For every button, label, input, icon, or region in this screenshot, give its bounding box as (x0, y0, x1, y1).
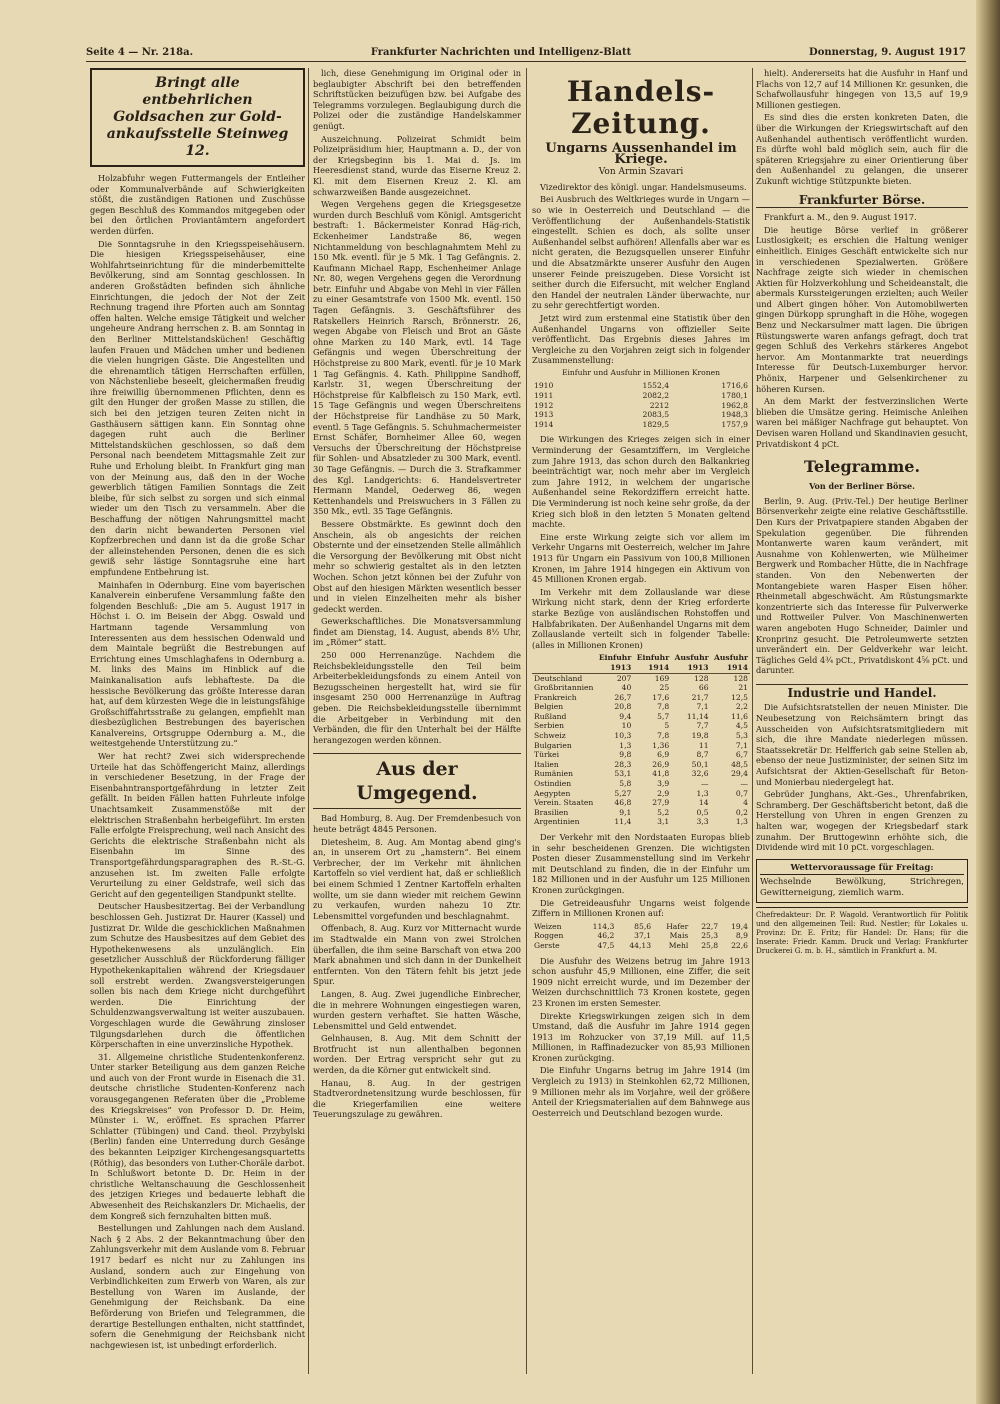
table-cell: 25 (659, 683, 670, 693)
table-cell: Weizen (534, 921, 562, 931)
table-cell: 22,7 (701, 921, 719, 931)
table-cell: 1780,1 (721, 391, 748, 401)
table-cell: Verein. Staaten (534, 798, 594, 808)
table-row (532, 702, 750, 712)
table-cell: Frankreich (534, 692, 577, 702)
article-paragraph: lich, diese Genehmigung im Original oder in beglaubigter Abschrift bei den betreffenden Schriftstücken beizufügen bzw. bei Aufgabe des Telegramms vorzulegen. Beglaubigung durch die Polizei oder die zuständige Handelskammer genügt. (313, 68, 521, 131)
imprint: Chefredakteur: Dr. P. Wagold. Verantwortlich für Politik und den allgemeinen Teil: Rud. Nestler; für Lokales u. Provinz: Dr. E. Fritz; für Handel: Dr. Hans; für die Inserate: Friedr. Kamm. Druck und Verlag: Frankfurter Druckerei G. m. b. H., sämtlich in Frankfurt a. M. (756, 907, 968, 955)
table-cell: 2212 (649, 400, 670, 410)
article-paragraph: Dietesheim, 8. Aug. Am Montag abend ging's an, in unserem Ort zu „hamstern“. Bei einem Verbrecher, der im Verkehr mit ähnlichen Kartoffeln so viel verdient hat, daß er schließlich bei einem Schmied 1 Zentner Kartoffeln erhalten wollte, um sie dann wieder mit reichem Gewinn zu verkaufen, wurden nahezu 10 Ztr. Lebensmittel vorgefunden und beschlagnahmt. (313, 836, 521, 921)
article-paragraph: Der Verkehr mit den Nordstaaten Europas blieb in sehr bescheidenen Grenzen. Die wichtigsten Posten dieser Zusammenstellung sind im Verkehr mit Deutschland zu finden, die in der Einfuhr um 182 Millionen und in der Ausfuhr um 125 Millionen Kronen zurückgingen. (532, 832, 750, 895)
table-header-cell: Einfuhr 1914 (633, 653, 671, 673)
table-cell: 47,5 (597, 940, 615, 950)
table-row (532, 683, 750, 693)
table-cell: Ostindien (534, 779, 572, 789)
article-paragraph: Die Ausfuhr des Weizens betrug im Jahre 1913 schon ausfuhr 45,9 Millionen, eine Ziffer, die seit 1909 nicht erreicht wurde, und im Dezember der Weizen durchschnittlich 73 Kronen kostete, gegen 23 Kronen im ersten Semester. (532, 955, 750, 1008)
table-row (532, 381, 750, 391)
table-cell: 12,5 (731, 692, 748, 702)
table-row (532, 808, 750, 818)
article-paragraph: Holzabfuhr wegen Futtermangels der Entleiher oder Kommunalverbände auf Schwierigkeiten stößt, die zuständigen Rationen und Zuschüsse gegen Beschluß des Kommandos mitgegeben oder bei den örtlichen Proviantämtern angefordert werden dürfen. (90, 173, 305, 236)
table-cell: 3,3 (696, 817, 709, 827)
author-title: Vizedirektor des königl. ungar. Handelsmuseums. (540, 181, 747, 192)
table-cell: 22,6 (731, 940, 748, 950)
table-cell: 8,9 (735, 931, 748, 941)
header-masthead: Frankfurter Nachrichten und Intelligenz-Blatt (370, 47, 632, 58)
table-cell: 6,9 (657, 750, 670, 760)
column-3 (532, 68, 750, 1374)
table-row (532, 750, 750, 760)
article-paragraph: Mainhafen in Odernburg. Eine vom bayerischen Kanalverein einberufene Versammlung faßte den folgenden Beschluß: „Die am 5. August 1917 in Höchst i. O. im Beisein der Abgg. Oswald und Hartmann tagende Versammlung von Interessenten aus dem hessischen Odenwald und dem Maintale begrüßt die Bestrebungen auf Errichtung eines Umschlaghafens in Odernburg a. M. links des Mains im Hinblick auf die Mainkanalisation aufs lebhafteste. Da die hessische Bevölkerung das größte Interesse daran hat, auf dem kürzesten Wege die in leistungsfähige Großschiffahrtsstraße zu gelangen, empfiehlt man diesbezüglichen Bestrebungen des bayerischen Kanalvereins, Ortsgruppe Odernburg a. M., die weitestgehende Unterstützung zu.“ (90, 579, 305, 749)
table-cell: 19,4 (731, 921, 748, 931)
ad-line: ankaufsstelle Steinweg 12. (106, 126, 289, 159)
article-paragraph: Die Sonntagsruhe in den Kriegsspeisehäusern. Die hiesigen Kriegsspeisehäuser, eine Wohlfahrtseinrichtung für die minderbemittelte Bevölkerung, sind am Sonntag geschlossen. In anderen Großstädten befinden sich ähnliche Einrichtungen, die jedoch der Not der Zeit Rechnung tragend ihre Pforten auch am Sonntag offen halten. Welche emsige Tätigkeit und welcher ungeheure Andrang herrschen z. B. am Sonntag in den Berliner Mittelstandsküchen! Geschäftig laufen Frauen und Mädchen umher und bedienen die vielen hungrigen Gäste. Die Angestellten und die ehrenamtlich tätigen Herrschaften erfüllen, von Nächstenliebe beseelt, gleichermaßen freudig ihre freiwillig übernommenen Pflichten, denn es gilt den Hunger der großen Masse zu stillen, die sich bei den jetzigen teuren Zeiten nicht in Gasthäusern sättigen kann. Ein Sonntag ohne dagegen ruht auch die Berliner Mittelstandsküchen geschlossen, so daß dem Personal nach beendetem Mittagsmahle Zeit zur Ruhe und Erholung bleibt. In Frankfurt ging man von der Meinung aus, daß den in der Woche gewerblich tätigen Familien Sonntags die Zeit bleibe, für sich selbst zu sorgen und sich einmal wieder um den Tisch zu versammeln. Aber die Beschaffung der nötigen Nahrungsmittel macht den darin nicht bewanderten Personen viel Kopfzerbrechen und dann ist da die große Schar der alleinstehenden Personen, denen die es sich gewiß sehr lästige Sonntagsruhe eine hart empfundene Entbehrung ist. (90, 238, 305, 577)
article-paragraph: Es sind dies die ersten konkreten Daten, die über die Wirkungen der Kriegswirtschaft auf den Außenhandel authentisch veröffentlicht wurden. Es dürfte wohl bald möglich sein, auch für die späteren Kriegsjahre zu einer Orientierung über den Außenhandel zu gelangen, die unserer Zukunft wichtige Stützpunkte bieten. (756, 112, 968, 186)
table-cell: 4,5 (735, 721, 748, 731)
table-row (532, 769, 750, 779)
article-paragraph: Bad Homburg, 8. Aug. Der Fremdenbesuch von heute beträgt 4845 Personen. (313, 813, 521, 834)
table-cell: 46,2 (597, 931, 615, 941)
table-cell: 11,6 (731, 711, 748, 721)
table-cell: 11 (698, 740, 709, 750)
table-cell: 17,6 (652, 692, 670, 702)
article-paragraph: Wegen Vergehens gegen die Kriegsgesetze wurden durch Beschluß vom Königl. Amtsgericht bestraft: 1. Bäckermeister Konrad Häg-rich, Eckenheimer Landstraße 86, wegen Nichtanmeldung von beschlagnahmtem Mehl zu 150 Mk. eventl. für je 5 Mk. 1 Tag Gefängnis. 2. Kaufmann Michael Rapp, Eschenheimer Anlage Nr. 80, wegen Vergehens gegen die Verordnung betr. Einfuhr und Abgabe von Mehl in vier Fällen zu einer Gesamtstrafe von 1500 Mk. eventl. 150 Tagen Gefängnis. 3. Geschäftsführer des Ratskellers Heinrich Rarsch, Brönnerstr. 26, wegen Abgabe von Fleisch und Brot an Gäste ohne Marken zu 140 Mark, evtl. 14 Tage Gefängnis und wegen Überschreitung der Höchstpreise zu 800 Mark, eventl. für je 10 Mark 1 Tag Gefängnis. 4. Kath. Philippine Sandhoff, Karlstr. 31, wegen Überschreitung der Höchstpreise für Kalbfleisch zu 150 Mark, evtl. 15 Tage Gefängnis und wegen Überschreitens der Höchstpreise für Landhäse zu 50 Mark, eventl. 5 Tage Gefängnis. 5. Schuhmachermeister Ernst Schäfer, Bornheimer Allee 60, wegen Versuchs der Überschreitung der Höchstpreise für Sohlen- und Absatzleder zu 300 Mark, eventl. 30 Tage Gefängnis. — Durch die 3. Strafkammer des Kgl. Landgerichts: 6. Handelsvertreter Hermann Mandel, Oederweg 86, wegen Kettenhandels und Preiswuchers in 3 Fällen zu 350 Mk., evtl. 35 Tage Gefängnis. (313, 199, 521, 517)
table-cell: 1716,6 (721, 381, 748, 391)
table-cell: 7,8 (657, 731, 670, 741)
table-cell: Gerste (534, 940, 560, 950)
header-page-number: Seite 4 — Nr. 218a. (86, 47, 194, 58)
table-cell: 1911 (534, 391, 554, 401)
article-paragraph: Deutscher Hausbesitzertag. Bei der Verbandlung beschlossen Geh. Justizrat Dr. Haurer (Kassel) und Justizrat Dr. Wilde die geschicklichen Maßnahmen zum Schutze des Hausbesitzes auf dem Gebiet des Hypothekenwesens als unzulänglich. Ein gesetzlicher Ausschluß der Rückforderung fälliger Hypothekenkapitalien während der Kriegsdauer soll erstrebt werden. Zwangsversteigerungen sollen bis nach dem Kriege nicht durchgeführt werden. Die Einrichtung der Schuldenzwangsverwaltung ist weiter auszubauen. Vorgeschlagen wurde die Gewährung zinsloser Tilgungsdarlehen durch die öffentlichen Körperschaften in eine unverzinsliche Hypothek. (90, 901, 305, 1050)
table-cell: 114,3 (592, 921, 615, 931)
article-paragraph: Wer hat recht? Zwei sich widersprechende Urteile hat das Schöffengericht Mainz, allerdings in verschiedener Besetzung, in der Frage der Eisenbahntransportgefährdung in letzter Zeit gefällt. In beiden Fällen hatten Fuhrleute infolge Unachtsamkeit Zusammenstöße mit der elektrischen Straßenbahn herbeigeführt. Im ersten Falle erfolgte Freisprechung, weil nach Ansicht des Gerichts die elektrische Straßenbahn nicht als Eisenbahn im Sinne des Transportgefährdungsparagraphen des R.-St.-G. anzusehen ist. Im zweiten Falle erfolgte Verurteilung zu einer Geldstrafe, weil sich das Gericht auf den gegenteiligen Standpunkt stellte. (90, 751, 305, 899)
article-paragraph: Die Wirkungen des Krieges zeigen sich in einer Verminderung der Gesamtziffern, im Vergleiche zum Jahre 1913, das schon durch den Balkankrieg beeinträchtigt war, noch mehr aber im Vergleich zum Jahre 1912, in welchem der ungarische Außenhandel seine Rekordziffern erreicht hatte. Die Verminderung ist noch keine sehr große, da der Krieg sich bloß in den letzten 5 Monaten geltend machte. (532, 434, 750, 530)
table-cell: 1,3 (696, 788, 709, 798)
table-cell: 7,1 (735, 740, 748, 750)
table-cell: 207 (616, 673, 632, 683)
article-paragraph: Bessere Obstmärkte. Es gewinnt doch den Anschein, als ob angesichts der reichen Obsternte und der einsetzenden Stelle allmählich die Versorgung der Bevölkerung mit Obst nicht mehr so schwierig gestaltet als in den letzten Wochen. Schon jetzt können bei der Zufuhr von Obst auf den hiesigen Märkten wesentlich besser und in vielen Einzelheiten mehr als bisher gedeckt werden. (313, 518, 521, 614)
article-paragraph: Gewerkschaftliches. Die Monatsversammlung findet am Dienstag, 14. August, abends 8½ Uhr, im „Römer“ statt. (313, 616, 521, 648)
table-row (532, 693, 750, 703)
table-cell: 37,1 (634, 931, 652, 941)
table-cell: 7,8 (657, 702, 670, 712)
table-cell: 128 (694, 673, 709, 683)
table-cell: 2083,5 (642, 410, 670, 420)
table-cell: Italien (534, 759, 559, 769)
article-paragraph: Eine erste Wirkung zeigte sich vor allem im Verkehr Ungarns mit Oesterreich, welcher im Jahre 1913 für Ungarn ein Passivum von 100,8 Millionen Kronen, im Jahre 1914 hingegen ein Aktivum von 45 Millionen Kronen ergab. (532, 531, 750, 585)
table-cell: 28,3 (614, 759, 632, 769)
table-cell: Mehl (668, 940, 689, 950)
table-row (532, 420, 750, 430)
table-cell: 19,8 (691, 731, 709, 741)
article-paragraph: Frankfurt a. M., den 9. August 1917. (764, 212, 917, 223)
table-header-cell (532, 653, 595, 673)
table-row (532, 789, 750, 799)
table-cell: 2,2 (735, 702, 748, 712)
article-paragraph: Die heutige Börse verlief in größerer Lustlosigkeit; es erschien die Haltung weniger einheitlich. Einiges Geschäft entwickelte sich nur in verschiedenen Spezialwerten. Größere Nachfrage zeigte sich wieder in chemischen Aktien für Holzverkohlung und Scheideanstalt, die abermals Kurssteigerungen erzielten; auch Weiler und Albert gingen höher. Von Automobilwerten gingen Dürkopp sprunghaft in die Höhe, wogegen Benz und Neckarsulmer matt lagen. Die übrigen Rüstungswerte waren anfangs gefragt, doch trat gegen Schluß des Verkehrs stärkeres Angebot hervor. Am Montanmarkte trat neuerdings Interesse für Deutsch-Luxemburger hervor. Phönix, Harpener und Gelsenkirchener zu höheren Kursen. (756, 224, 968, 394)
article-paragraph: Direkte Kriegswirkungen zeigen sich in dem Umstand, daß die Ausfuhr im Jahre 1914 gegen 1913 im Rohzucker von 37,19 Mill. auf 11,5 Millionen, in Raffinadezucker von 85,93 Millionen Kronen zurückging. (532, 1010, 750, 1063)
table-cell: 6,7 (735, 750, 748, 760)
table-cell: 26,9 (652, 759, 670, 769)
table-cell: 7,7 (696, 721, 709, 731)
table-cell: Argentinien (534, 817, 580, 827)
table-row (532, 741, 750, 751)
table-cell: 5,2 (657, 807, 670, 817)
table-cell: 9,8 (619, 750, 632, 760)
table-row (532, 391, 750, 401)
table-cell: 3,9 (657, 779, 670, 789)
article-paragraph: 31. Allgemeine christliche Studentenkonferenz. Unter starker Beteiligung aus dem ganzen Reiche und auch von der Front wurde in Eisenach die 31. deutsche christliche Studenten-Konferenz nach vorausgegangenen Referaten über die „Probleme des Kriegskreises“ von Professor D. Dr. Heim, Münster i. W., eröffnet. Es sprachen Pfarrer Schlatter (Tübingen) und Cand. theol. Przybylski (Berlin) fanden eine Unterredung durch Gesänge des bekannten Leipziger Kirchengesangsquartetts (Röthig), das besonders von Luther-Choräle darbot. In Schlußwort betonte D. Dr. Heim in der christliche Weltanschauung die Geschlossenheit des jetzigen Krieges und bedauerte lebhaft die Abwesenheit des Reichskanzlers Dr. Michaelis, der dem Kongreß sich fernzuhalten bitten muß. (90, 1051, 305, 1221)
table-cell: 32,6 (691, 769, 709, 779)
table-cell: 1912 (534, 400, 554, 410)
table-cell: 44,13 (629, 940, 652, 950)
table-row (532, 712, 750, 722)
telegramme-heading: Telegramme. (803, 457, 921, 477)
table-row (532, 410, 750, 420)
table-row (532, 941, 750, 951)
weather-forecast: Wechselnde Bewölkung, Strichregen, Gewitterneigung, ziemlich warm. (760, 876, 964, 898)
table-cell: 5,3 (735, 731, 748, 741)
industrie-heading: Industrie und Handel. (756, 684, 968, 699)
header-date: Donnerstag, 9. August 1917 (809, 47, 966, 58)
article-paragraph: Die Aufsichtsratstellen der neuen Minister. Die Neubesetzung von Reichsämtern bringt das Ausscheiden von Aufsichtsratsmitgliedern mit sich, die ihre Mandate niederlegen müssen. Staatssekretär Dr. Helfferich gab seine Stellen ab, ebenso der neue Justizminister, der seinen Sitz im Aufsichtsrat der Aktien-Gesellschaft für Beton- und Monierbau niedergelegt hat. (756, 702, 968, 787)
table-cell: 50,1 (691, 759, 709, 769)
table-cell: 66 (698, 683, 709, 693)
table-cell: Serbien (534, 721, 565, 731)
table-cell: 0,7 (735, 788, 748, 798)
table-cell: 169 (654, 673, 670, 683)
table-cell: 10 (621, 721, 632, 731)
table-cell: 11,14 (686, 711, 709, 721)
table-cell: 1948,3 (721, 410, 748, 420)
telegramme-subheading: Von der Berliner Börse. (809, 481, 915, 492)
table-cell: Aegypten (534, 788, 571, 798)
article-paragraph: Die Getreideausfuhr Ungarns weist folgende Ziffern in Millionen Kronen auf: (532, 897, 750, 919)
article-paragraph: Berlin, 9. Aug. (Priv.-Tel.) Der heutige Berliner Börsenverkehr zeigte eine relative Geschäftsstille. Den Kurs der Privatpapiere standen Abgaben der Spekulation gegenüber. Die führenden Montanwerte waren kaum verändert, mit Ausnahme von Kohlenwerten, wie Mülheimer Bergwerk und Rombacher Hütte, die in Nachfrage standen. Von den Nebenwerten der Montangebiete waren Hasper Eisen höher. Rheinmetall abgeschwächt. Am Rüstungsmarkte konzentrierte sich das Interesse für Pulverwerke und Rottweiler Pulver. Von Maschinenwerten waren angeboten Hugo Schneider, Daimler und Kronprinz gesucht. Die Petroleumwerte setzten unverändert ein. Der Geldverkehr war leicht. Tägliches Geld 4¾ pCt., Privatdiskont 4⅝ pCt. und darunter. (756, 495, 968, 676)
article-paragraph: An dem Markt der festverzinslichen Werte blieben die Umsätze gering. Heimische Anleihen waren bei mäßiger Nachfrage gut behauptet. Von Devisen waren Holland und Skandinavien gesucht, Privatdiskont 4 pCt. (756, 396, 968, 449)
article-paragraph: Im Verkehr mit dem Zollauslande war diese Wirkung nicht stark, denn der Krieg erforderte starke Bezüge von ausländischen Rohstoffen und Halbfabrikaten. Der Außenhandel Ungarns mit dem Zollauslande verteilt sich in folgender Tabelle: (alles in Millionen Kronen) (532, 586, 750, 650)
table-cell: 10,3 (614, 731, 632, 741)
table-cell: 48,5 (731, 759, 748, 769)
column-rule (526, 68, 527, 1374)
article-paragraph: Bei Ausbruch des Weltkrieges wurde in Ungarn — so wie in Oesterreich und Deutschland — die Veröffentlichung der Außenhandels-Statistik eingestellt. Schien es doch, als sollte unser Außenhandel selbst aufhören! Allenfalls aber war es nicht geraten, die Bezugsquellen unserer Einfuhr und die Absatzmärkte unserer Ausfuhr den Augen unserer Feinde preiszugeben. Diese Vorsicht ist seither durch die Eifersucht, mit welcher England den Handel der neutralen Länder überwachte, nur zu sehr gerechtfertigt worden. (532, 194, 750, 311)
byline: Von Armin Szavari (598, 167, 684, 178)
table-cell: Mais (669, 931, 689, 941)
table-cell: 3,1 (657, 817, 670, 827)
trade-totals-table (532, 381, 750, 429)
page-gutter (976, 0, 1000, 1404)
table-cell: 1,3 (735, 817, 748, 827)
table-cell: 41,8 (652, 769, 670, 779)
page-header (86, 46, 966, 62)
table-cell: — (740, 779, 748, 789)
table-cell: 1829,5 (642, 419, 670, 429)
table-cell: 1914 (534, 419, 554, 429)
table-cell: Hafer (666, 921, 689, 931)
table-row (532, 760, 750, 770)
weather-title: Wettervoraussage für Freitag: (760, 863, 964, 875)
table-cell: 7,1 (696, 702, 709, 712)
table-caption: Einfuhr und Ausfuhr in Millionen Kronen (561, 367, 721, 377)
table-cell: Bulgarien (534, 740, 572, 750)
table-cell: 11,4 (614, 817, 632, 827)
table-cell: 1757,9 (721, 419, 748, 429)
table-cell: 26,7 (614, 692, 632, 702)
table-cell: 20,8 (614, 702, 632, 712)
table-cell: Türkei (534, 750, 560, 760)
grain-export-table (532, 922, 750, 951)
article-paragraph: Jetzt wird zum erstenmal eine Statistik über den Außenhandel Ungarns von offizieller Seite veröffentlicht. Das Ergebnis dieses Jahres im Vergleiche zu den Vorjahren zeigt sich in folgender Zusammenstellung: (532, 312, 750, 366)
table-cell: Deutschland (534, 673, 583, 683)
gold-advertisement (90, 68, 305, 167)
table-cell: Schweiz (534, 731, 566, 741)
handels-zeitung-heading: Handels-Zeitung. (566, 75, 716, 140)
article-headline: Ungarns Aussenhandel im Kriege. (545, 141, 737, 167)
table-cell: 2,9 (657, 788, 670, 798)
table-cell: 1,3 (619, 740, 632, 750)
table-cell: 5,27 (614, 788, 632, 798)
table-cell: 1913 (534, 410, 554, 420)
table-cell: 0,5 (696, 807, 709, 817)
article-paragraph: Gelnhausen, 8. Aug. Mit dem Schnitt der Brotfrucht ist nun allenthalben begonnen worden. Der Ertrag verspricht sehr gut zu werden, da die Körner gut entwickelt sind. (313, 1033, 521, 1076)
table-cell: 9,4 (619, 711, 632, 721)
table-cell: 46,8 (614, 798, 632, 808)
column-4 (756, 68, 968, 1374)
article-paragraph: Gebrüder Junghans, Akt.-Ges., Uhrenfabriken, Schramberg. Der Geschäftsbericht betont, daß die Herstellung von Uhren in engen Grenzen zu halten war, wogegen der Kriegsbedarf stark zunahm. Der Bruttogewinn erhöhte sich, die Dividende wird mit 10 pCt. vorgeschlagen. (756, 789, 968, 853)
article-paragraph: Auszeichnung. Polizeirat Schmidt beim Polizeipräsidium hier, Hauptmann a. D., der von der Kriegsbeginn bis 1. Mai d. Js. im Heeresdienst stand, wurde das Eiserne Kreuz 2. Kl. mit dem Eisernen Kreuz 2. Kl. am schwarzweißen Bande ausgezeichnet. (313, 133, 521, 197)
table-header-cell: Ausfuhr 1914 (711, 653, 750, 673)
table-cell: 1552,4 (642, 381, 670, 391)
table-cell: 25,8 (701, 940, 719, 950)
table-row (532, 931, 750, 941)
table-cell: 1910 (534, 381, 554, 391)
table-cell: 21,7 (691, 692, 709, 702)
table-cell: 8,7 (696, 750, 709, 760)
table-row (532, 798, 750, 808)
table-cell: Rußland (534, 711, 567, 721)
table-header-cell: Ausfuhr 1913 (671, 653, 710, 673)
column-2 (313, 68, 521, 1374)
table-cell: 29,4 (731, 769, 748, 779)
table-row (532, 401, 750, 411)
table-cell: 1962,8 (721, 400, 748, 410)
boerse-heading: Frankfurter Börse. (756, 195, 968, 209)
table-cell: 53,1 (614, 769, 632, 779)
article-paragraph: hielt). Andererseits hat die Ausfuhr in Hanf und Flachs von 12,7 auf 14 Millionen Kr. gesunken, die Schafwollausfuhr hingegen von 13,5 auf 19,9 Millionen gestiegen. (756, 68, 968, 110)
table-cell: 2082,2 (642, 391, 670, 401)
table-header-cell: Einfuhr 1913 (595, 653, 633, 673)
table-cell: 85,6 (634, 921, 652, 931)
table-cell: 5,7 (657, 711, 670, 721)
column-rule (308, 68, 309, 1374)
column-rule (752, 68, 753, 1374)
table-cell: 25,3 (701, 931, 719, 941)
table-cell: 0,2 (735, 807, 748, 817)
table-cell: 27,9 (652, 798, 670, 808)
table-cell: — (701, 779, 709, 789)
trade-by-country-table (532, 653, 750, 827)
table-cell: 4 (743, 798, 748, 808)
ad-line: Bringt alle entbehrlichen (142, 75, 253, 108)
article-paragraph: Die Einfuhr Ungarns betrug im Jahre 1914 (im Vergleich zu 1913) in Steinkohlen 62,72 Millionen, 9 Millionen mehr als im Vorjahre, weil der größere Anteil der Kriegsmaterialien auf dem Bahnwege aus Oesterreich und Deutschland bezogen wurde. (532, 1065, 750, 1118)
article-paragraph: Langen, 8. Aug. Zwei jugendliche Einbrecher, die in mehrere Wohnungen eingestiegen waren, wurden gestern verhaftet. Sie hatten Wäsche, Lebensmittel und Geld entwendet. (313, 988, 521, 1031)
article-paragraph: 250 000 Herrenanzüge. Nachdem die Reichsbekleidungsstelle den Teil beim Arbeiterbekleidungsfonds zu einem Anteil von Bezugsscheinen hergestellt hat, wird sie für insgesamt 250 000 Herrenanzüge in Auftrag geben. Die Reichsbekleidungsstelle übernimmt die Arbeitgeber in Verbindung mit den Verbänden, die für den Unterhalt bei der Hälfte herangezogen werden können. (313, 650, 521, 745)
table-cell: Belgien (534, 702, 564, 712)
table-row (532, 731, 750, 741)
table-cell: 40 (621, 683, 632, 693)
table-cell: 1,36 (652, 740, 670, 750)
table-row (532, 922, 750, 932)
umgegend-heading: Aus der Umgegend. (313, 753, 521, 809)
ad-line: Goldsachen zur Gold- (113, 109, 282, 125)
table-cell: 5 (664, 721, 670, 731)
table-cell: 9,1 (619, 807, 632, 817)
article-paragraph: Bestellungen und Zahlungen nach dem Ausland. Nach § 2 Abs. 2 der Bekanntmachung über den Zahlungsverkehr mit dem Auslande vom 8. Februar 1917 bedarf es nicht nur zu Zahlungen ins Ausland, sondern auch zur Eingehung von Verbindlichkeiten zum Erwerb von Waren, als zur Bestellung von Waren im Auslande, der Genehmigung der Reichsbank. Da eine Beförderung von Briefen und Telegrammen, die derartige Bestellungen enthalten, nicht stattfindet, sofern die Genehmigung der Reichsbank nicht nachgewiesen ist, ist unbedingt erforderlich. (90, 1223, 305, 1350)
table-cell: Rumänien (534, 769, 574, 779)
table-cell: Brasilien (534, 807, 569, 817)
article-paragraph: Offenbach, 8. Aug. Kurz vor Mitternacht wurde im Stadtwalde ein Mann von zwei Strolchen überfallen, die ihm seine Barschaft von etwa 200 Mark abnahmen und sich dann in der Dunkelheit entfernten. Von den Tätern fehlt bis jetzt jede Spur. (313, 923, 521, 987)
column-1 (90, 68, 305, 1374)
weather-box (756, 859, 968, 903)
table-row (532, 721, 750, 731)
table-cell: 128 (733, 673, 748, 683)
table-cell: Großbritannien (534, 683, 594, 693)
table-row (532, 817, 750, 827)
table-cell: 21 (738, 683, 748, 693)
table-row (532, 673, 750, 683)
table-row (532, 779, 750, 789)
table-cell: 5,8 (619, 779, 632, 789)
table-cell: 14 (698, 798, 709, 808)
table-cell: Roggen (534, 931, 564, 941)
article-paragraph: Hanau, 8. Aug. In der gestrigen Stadtverordnetensitzung wurde beschlossen, für die Kriegerfamilien eine weitere Teuerungszulage zu gewähren. (313, 1077, 521, 1120)
